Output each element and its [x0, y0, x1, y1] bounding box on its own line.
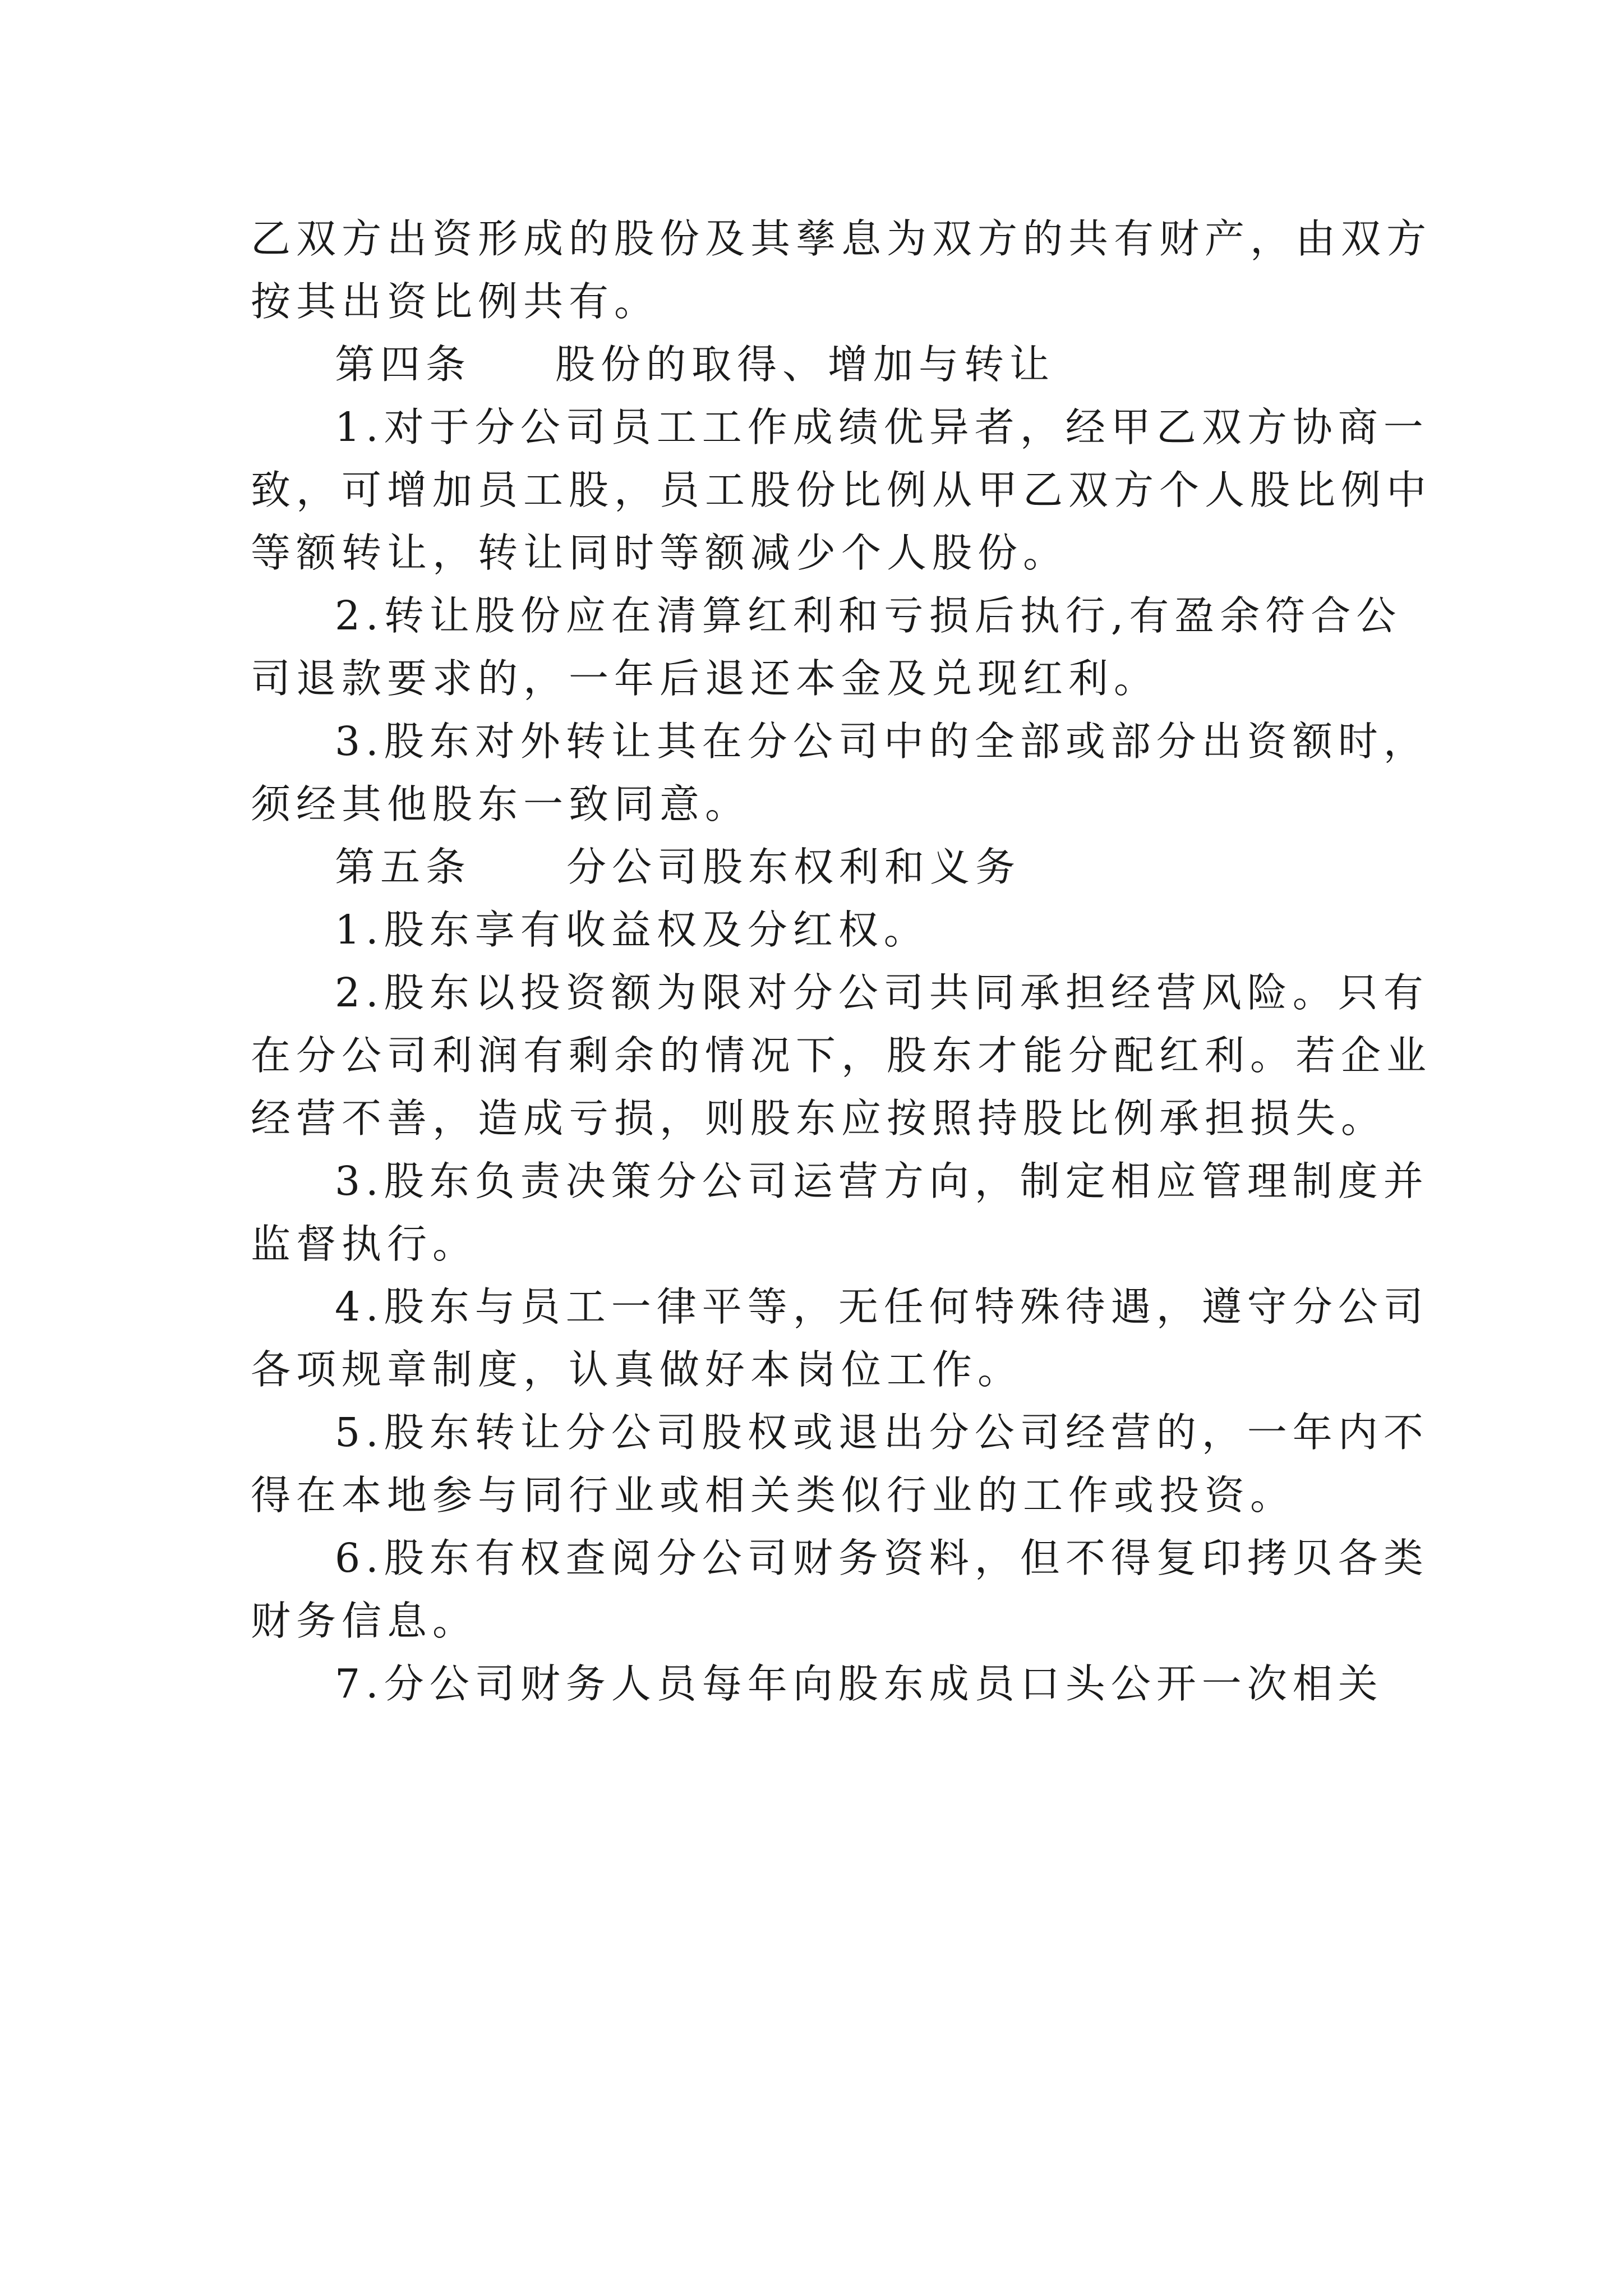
text-line: 财务信息。 — [251, 1598, 478, 1644]
text-line: 等额转让，转让同时等额减少个人股份。 — [251, 530, 1069, 576]
paragraph-line: 2.转让股份应在清算红利和亏损后执行,有盈余符合公 — [335, 592, 1402, 639]
text-line: 各项规章制度，认真做好本岗位工作。 — [251, 1346, 1023, 1393]
paragraph-line: 6.股东有权查阅分公司财务资料，但不得复印拷贝各类 — [335, 1535, 1429, 1581]
article-title: 分公司股东权利和义务 — [566, 844, 1021, 890]
paragraph-line: 1.股东享有收益权及分红权。 — [335, 907, 929, 953]
article-number: 第五条 — [335, 844, 472, 890]
text-line: 监督执行。 — [251, 1221, 478, 1267]
text-line: 乙双方出资形成的股份及其孳息为双方的共有财产，由双方 — [251, 215, 1432, 262]
paragraph-line: 2.股东以投资额为限对分公司共同承担经营风险。只有 — [335, 969, 1429, 1016]
paragraph-line: 3.股东负责决策分公司运营方向，制定相应管理制度并 — [335, 1158, 1429, 1204]
article-number: 第四条 — [335, 341, 472, 388]
paragraph-line: 4.股东与员工一律平等，无任何特殊待遇，遵守分公司 — [335, 1283, 1429, 1330]
text-line: 须经其他股东一致同意。 — [251, 781, 751, 827]
text-line: 致，可增加员工股，员工股份比例从甲乙双方个人股比例中 — [251, 467, 1432, 513]
article-heading — [251, 333, 1398, 396]
text-line: 按其出资比例共有。 — [251, 278, 660, 325]
article-heading — [251, 836, 1398, 899]
paragraph-line: 1.对于分公司员工工作成绩优异者，经甲乙双方协商一 — [335, 404, 1429, 450]
paragraph-line: 7.分公司财务人员每年向股东成员口头公开一次相关 — [335, 1660, 1384, 1707]
document-body — [251, 208, 1432, 1715]
text-line: 经营不善，造成亏损，则股东应按照持股比例承担损失。 — [251, 1095, 1387, 1142]
paragraph-line: 3.股东对外转让其在分公司中的全部或部分出资额时， — [335, 718, 1429, 765]
text-line: 得在本地参与同行业或相关类似行业的工作或投资。 — [251, 1472, 1296, 1519]
text-line: 司退款要求的，一年后退还本金及兑现红利。 — [251, 655, 1160, 702]
article-title: 股份的取得、增加与转让 — [555, 341, 1055, 388]
paragraph-line: 5.股东转让分公司股权或退出分公司经营的，一年内不 — [335, 1409, 1429, 1456]
text-line: 在分公司利润有剩余的情况下，股东才能分配红利。若企业 — [251, 1032, 1432, 1079]
